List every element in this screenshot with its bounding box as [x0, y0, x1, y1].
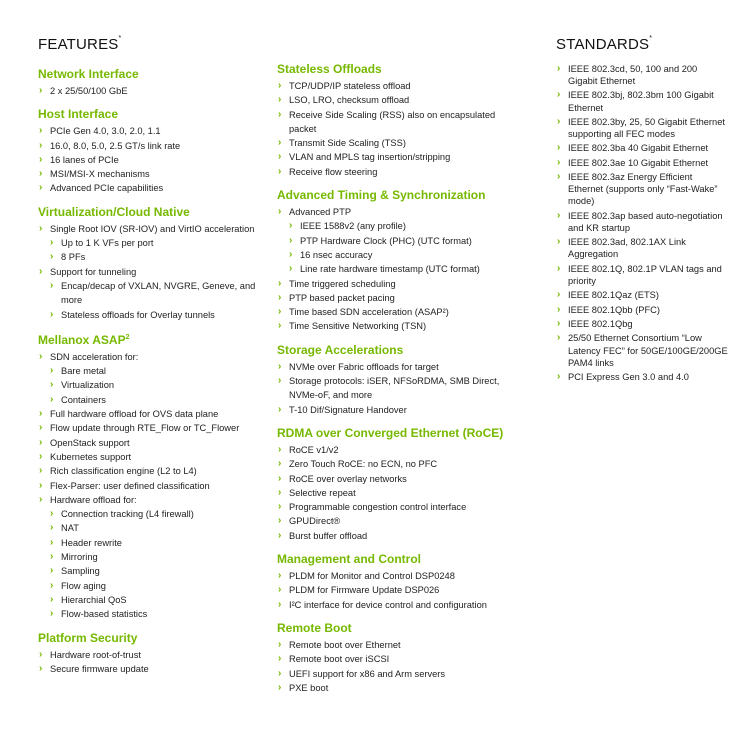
list-item: › Time based SDN acceleration (ASAP²) [277, 305, 509, 319]
sub-list-item: › PTP Hardware Clock (PHC) (UTC format) [277, 234, 509, 248]
list-item: › Support for tunneling [38, 265, 262, 279]
section-rdma-over-converged-ethernet-roce [277, 426, 509, 543]
list-item: › 16 lanes of PCIe [38, 153, 262, 167]
list-item: › RoCE v1/v2 [277, 443, 509, 457]
list-item: › 2 x 25/50/100 GbE [38, 84, 262, 98]
list-item: › MSI/MSI-X mechanisms [38, 167, 262, 181]
standards-title: STANDARDS [556, 36, 650, 53]
section-virtualization-cloud-native [38, 205, 262, 322]
list-item: › Storage protocols: iSER, NFSoRDMA, SMB Direct, NVMe-oF, and more [277, 374, 509, 403]
list-item: › Kubernetes support [38, 450, 262, 464]
list-item: › Rich classification engine (L2 to L4) [38, 464, 262, 478]
list-item: › 16.0, 8.0, 5.0, 2.5 GT/s link rate [38, 139, 262, 153]
list-item: › OpenStack support [38, 436, 262, 450]
section-management-and-control [277, 552, 509, 612]
sub-list-item: › 16 nsec accuracy [277, 248, 509, 262]
sub-list-item: › Bare metal [38, 364, 262, 378]
list-item: › Time Sensitive Networking (TSN) [277, 319, 509, 333]
sub-list-item: › Sampling [38, 564, 262, 578]
list-item: › Transmit Side Scaling (TSS) [277, 136, 509, 150]
features-sections [38, 67, 262, 676]
sub-list-item: › NAT [38, 521, 262, 535]
list-item: › PXE boot [277, 681, 509, 695]
features-column [38, 36, 262, 685]
list-item: › GPUDirect® [277, 514, 509, 528]
section-item-list [277, 443, 509, 543]
list-item: › Burst buffer offload [277, 529, 509, 543]
standard-item: › PCI Express Gen 3.0 and 4.0 [556, 371, 728, 383]
features-title: FEATURES [38, 36, 119, 53]
section-stateless-offloads [277, 62, 509, 179]
standards-heading [556, 36, 728, 53]
section-item-list [277, 79, 509, 179]
sub-list-item: › Virtualization [38, 378, 262, 392]
section-item-list [38, 350, 262, 622]
standard-item: › IEEE 802.3ad, 802.1AX Link Aggregation [556, 236, 728, 260]
section-title-text: Virtualization/Cloud Native [38, 204, 190, 219]
list-item: › TCP/UDP/IP stateless offload [277, 79, 509, 93]
section-storage-accelerations [277, 343, 509, 417]
section-title [277, 343, 509, 357]
section-title-text: Remote Boot [277, 620, 352, 635]
list-item: › I²C interface for device control and configuration [277, 598, 509, 612]
sub-list-item: › Hierarchial QoS [38, 593, 262, 607]
sub-list-item: › IEEE 1588v2 (any profile) [277, 219, 509, 233]
list-item: › PLDM for Monitor and Control DSP0248 [277, 569, 509, 583]
list-item: › LSO, LRO, checksum offload [277, 93, 509, 107]
section-item-list [277, 638, 509, 695]
sub-list-item: › Mirroring [38, 550, 262, 564]
section-title-text: Mellanox ASAP [38, 332, 126, 347]
standard-item: › IEEE 802.3ae 10 Gigabit Ethernet [556, 157, 728, 169]
list-item: › Single Root IOV (SR-IOV) and VirtIO acceleration [38, 222, 262, 236]
sub-list-item: › Encap/decap of VXLAN, NVGRE, Geneve, and more [38, 279, 262, 308]
features-column-2 [277, 62, 509, 704]
list-item: › Selective repeat [277, 486, 509, 500]
section-title-text: Advanced Timing & Synchronization [277, 188, 486, 203]
list-item: › UEFI support for x86 and Arm servers [277, 667, 509, 681]
sub-list-item: › 8 PFs [38, 250, 262, 264]
standards-footnote-mark: * [649, 35, 653, 42]
list-item: › Advanced PCIe capabilities [38, 181, 262, 195]
section-host-interface [38, 107, 262, 195]
list-item: › T-10 Dif/Signature Handover [277, 403, 509, 417]
standard-item: › IEEE 802.1Qaz (ETS) [556, 289, 728, 301]
sub-list-item: › Flow aging [38, 579, 262, 593]
list-item: › Flex-Parser: user defined classification [38, 479, 262, 493]
list-item: › Flow update through RTE_Flow or TC_Flower [38, 421, 262, 435]
section-platform-security [38, 631, 262, 677]
sub-list-item: › Up to 1 K VFs per port [38, 236, 262, 250]
section-item-list [38, 648, 262, 677]
list-item: › Remote boot over Ethernet [277, 638, 509, 652]
list-item: › Receive Side Scaling (RSS) also on encapsulated packet [277, 108, 509, 137]
section-item-list [277, 569, 509, 612]
standard-item: › IEEE 802.3ap based auto-negotiation and KR startup [556, 210, 728, 234]
section-item-list [38, 124, 262, 195]
section-mellanox-asap [38, 331, 262, 622]
sub-list-item: › Flow-based statistics [38, 607, 262, 621]
standard-item: › IEEE 802.3by, 25, 50 Gigabit Ethernet supporting all FEC modes [556, 116, 728, 140]
standards-column [556, 36, 728, 385]
list-item: › Hardware root-of-trust [38, 648, 262, 662]
features-footnote-mark: * [118, 35, 122, 42]
section-title [277, 62, 509, 76]
list-item: › Time triggered scheduling [277, 277, 509, 291]
section-title [38, 107, 262, 121]
section-title [277, 188, 509, 202]
list-item: › PCIe Gen 4.0, 3.0, 2.0, 1.1 [38, 124, 262, 138]
section-remote-boot [277, 621, 509, 695]
section-title [277, 621, 509, 635]
standard-item: › IEEE 802.1Qbg [556, 318, 728, 330]
list-item: › RoCE over overlay networks [277, 472, 509, 486]
standard-item: › 25/50 Ethernet Consortium “Low Latency FEC” for 50GE/100GE/200GE PAM4 links [556, 332, 728, 368]
section-title [277, 426, 509, 440]
section-title [38, 331, 262, 347]
list-item: › PTP based packet pacing [277, 291, 509, 305]
list-item: › Zero Touch RoCE: no ECN, no PFC [277, 457, 509, 471]
sub-list-item: › Header rewrite [38, 536, 262, 550]
list-item: › SDN acceleration for: [38, 350, 262, 364]
section-title [277, 552, 509, 566]
section-item-list [277, 360, 509, 417]
section-title [38, 205, 262, 219]
features-heading [38, 36, 262, 53]
section-title-text: Network Interface [38, 67, 139, 81]
list-item: › Secure firmware update [38, 662, 262, 676]
section-title-text: Platform Security [38, 630, 138, 645]
standards-list [556, 63, 728, 383]
sub-list-item: › Containers [38, 393, 262, 407]
section-title-text: RDMA over Converged Ethernet (RoCE) [277, 425, 504, 440]
section-item-list [38, 84, 262, 98]
sub-list-item: › Line rate hardware timestamp (UTC format) [277, 262, 509, 276]
section-title-text: Host Interface [38, 107, 119, 122]
section-title-superscript: 2 [125, 333, 130, 341]
section-title [38, 631, 262, 645]
standard-item: › IEEE 802.3ba 40 Gigabit Ethernet [556, 142, 728, 154]
standard-item: › IEEE 802.3bj, 802.3bm 100 Gigabit Ethernet [556, 89, 728, 113]
list-item: › Programmable congestion control interface [277, 500, 509, 514]
section-title-text: Management and Control [277, 552, 422, 567]
standard-item: › IEEE 802.3cd, 50, 100 and 200 Gigabit Ethernet [556, 63, 728, 87]
list-item: › VLAN and MPLS tag insertion/stripping [277, 150, 509, 164]
standard-item: › IEEE 802.3az Energy Efficient Ethernet (supports only “Fast-Wake” mode) [556, 171, 728, 207]
list-item: › PLDM for Firmware Update DSP026 [277, 583, 509, 597]
list-item: › Hardware offload for: [38, 493, 262, 507]
section-advanced-timing-synchronization [277, 188, 509, 334]
section-title-text: Storage Accelerations [277, 342, 404, 357]
standard-item: › IEEE 802.1Qbb (PFC) [556, 304, 728, 316]
features-sections-2 [277, 62, 509, 695]
section-network-interface [38, 67, 262, 98]
sub-list-item: › Stateless offloads for Overlay tunnels [38, 308, 262, 322]
section-item-list [38, 222, 262, 322]
list-item: › Receive flow steering [277, 165, 509, 179]
section-title [38, 67, 262, 81]
list-item: › Advanced PTP [277, 205, 509, 219]
section-title-text: Stateless Offloads [277, 62, 382, 76]
standard-item: › IEEE 802.1Q, 802.1P VLAN tags and priority [556, 263, 728, 287]
list-item: › NVMe over Fabric offloads for target [277, 360, 509, 374]
list-item: › Full hardware offload for OVS data plane [38, 407, 262, 421]
sub-list-item: › Connection tracking (L4 firewall) [38, 507, 262, 521]
list-item: › Remote boot over iSCSI [277, 652, 509, 666]
section-item-list [277, 205, 509, 334]
